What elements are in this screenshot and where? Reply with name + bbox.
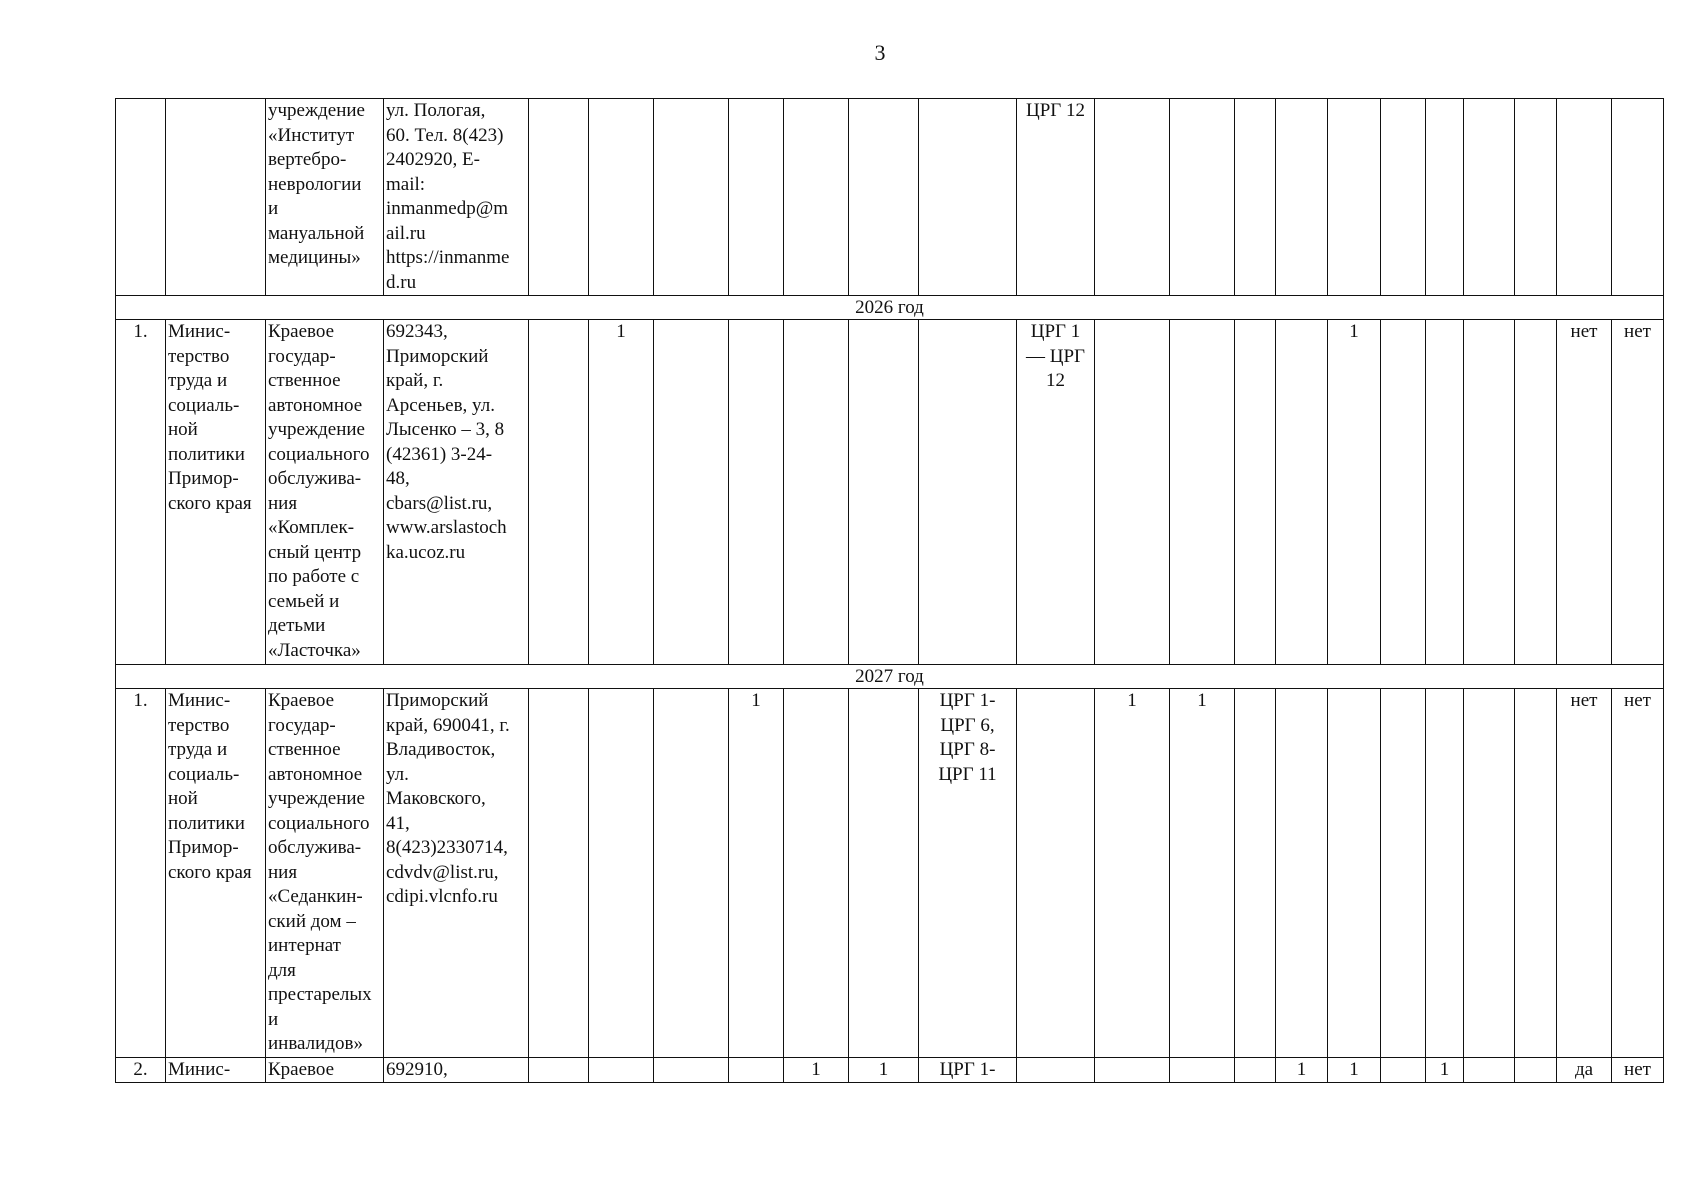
value-cell bbox=[784, 320, 849, 665]
year-heading: 2027 год bbox=[116, 665, 1664, 689]
value-cell: ЦРГ 1- bbox=[919, 1057, 1017, 1083]
value-cell: 1 bbox=[1328, 1057, 1381, 1083]
row-number-cell: 2. bbox=[116, 1057, 166, 1083]
value-cell bbox=[654, 689, 729, 1058]
value-cell bbox=[1426, 320, 1464, 665]
value-cell bbox=[1017, 689, 1095, 1058]
year-heading: 2026 год bbox=[116, 296, 1664, 320]
value-cell: нет bbox=[1612, 1057, 1664, 1083]
value-cell bbox=[1276, 99, 1328, 296]
value-cell bbox=[849, 689, 919, 1058]
value-cell: нет bbox=[1557, 320, 1612, 665]
address-cell: ул. Пологая, 60. Тел. 8(423) 2402920, E- mail: inmanmedp@m ail.ru https://inmanme d.ru bbox=[384, 99, 529, 296]
value-cell bbox=[1095, 320, 1170, 665]
value-cell: 1 bbox=[1276, 1057, 1328, 1083]
value-cell: нет bbox=[1557, 689, 1612, 1058]
table-row bbox=[116, 689, 1664, 1058]
value-cell bbox=[1235, 1057, 1276, 1083]
address-cell: Приморский край, 690041, г. Владивосток, ул. Маковского, 41, 8(423)2330714, cdvdv@list.ru, cdipi.vlcnfo.ru bbox=[384, 689, 529, 1058]
row-number-cell: 1. bbox=[116, 689, 166, 1058]
value-cell bbox=[1464, 1057, 1515, 1083]
data-table bbox=[115, 98, 1664, 1083]
value-cell bbox=[1612, 99, 1664, 296]
ministry-cell bbox=[166, 99, 266, 296]
year-section-row bbox=[116, 296, 1664, 320]
value-cell bbox=[1017, 1057, 1095, 1083]
value-cell bbox=[1381, 320, 1426, 665]
value-cell bbox=[1328, 99, 1381, 296]
value-cell bbox=[1515, 99, 1557, 296]
value-cell bbox=[529, 320, 589, 665]
ministry-cell: Минис- bbox=[166, 1057, 266, 1083]
value-cell bbox=[1426, 689, 1464, 1058]
value-cell bbox=[1426, 99, 1464, 296]
value-cell: ЦРГ 12 bbox=[1017, 99, 1095, 296]
value-cell: нет bbox=[1612, 689, 1664, 1058]
value-cell: 1 bbox=[1328, 320, 1381, 665]
value-cell bbox=[1276, 320, 1328, 665]
value-cell: да bbox=[1557, 1057, 1612, 1083]
organization-name-cell: Краевое государ- ственное автономное учреждение социального обслужива- ния «Седанкин- ский дом – интернат для престарелых и инвалидов» bbox=[266, 689, 384, 1058]
organization-name-cell: Краевое государ- ственное автономное учреждение социального обслужива- ния «Комплек- сный центр по работе с семьей и детьми «Ласточка» bbox=[266, 320, 384, 665]
value-cell bbox=[1235, 689, 1276, 1058]
year-section-row bbox=[116, 665, 1664, 689]
organization-name-cell: учреждение «Институт вертебро- неврологии и мануальной медицины» bbox=[266, 99, 384, 296]
value-cell bbox=[784, 99, 849, 296]
value-cell bbox=[1557, 99, 1612, 296]
value-cell: 1 bbox=[589, 320, 654, 665]
value-cell bbox=[849, 99, 919, 296]
value-cell bbox=[589, 689, 654, 1058]
value-cell: ЦРГ 1 — ЦРГ 12 bbox=[1017, 320, 1095, 665]
value-cell bbox=[1515, 320, 1557, 665]
value-cell bbox=[654, 320, 729, 665]
value-cell bbox=[654, 99, 729, 296]
value-cell bbox=[919, 320, 1017, 665]
ministry-cell: Минис- терство труда и социаль- ной политики Примор- ского края bbox=[166, 689, 266, 1058]
value-cell: нет bbox=[1612, 320, 1664, 665]
value-cell bbox=[654, 1057, 729, 1083]
value-cell bbox=[1381, 1057, 1426, 1083]
ministry-cell: Минис- терство труда и социаль- ной политики Примор- ского края bbox=[166, 320, 266, 665]
value-cell bbox=[1515, 689, 1557, 1058]
value-cell bbox=[1170, 320, 1235, 665]
value-cell: 1 bbox=[849, 1057, 919, 1083]
value-cell bbox=[1328, 689, 1381, 1058]
value-cell bbox=[1170, 99, 1235, 296]
value-cell bbox=[1235, 320, 1276, 665]
value-cell bbox=[529, 689, 589, 1058]
value-cell: ЦРГ 1- ЦРГ 6, ЦРГ 8- ЦРГ 11 bbox=[919, 689, 1017, 1058]
table-row bbox=[116, 1057, 1664, 1083]
value-cell bbox=[589, 99, 654, 296]
value-cell bbox=[729, 99, 784, 296]
value-cell bbox=[1381, 99, 1426, 296]
row-number-cell bbox=[116, 99, 166, 296]
value-cell bbox=[589, 1057, 654, 1083]
value-cell bbox=[1276, 689, 1328, 1058]
value-cell bbox=[1381, 689, 1426, 1058]
value-cell bbox=[529, 1057, 589, 1083]
address-cell: 692910, bbox=[384, 1057, 529, 1083]
page-number: 3 bbox=[874, 40, 886, 65]
value-cell bbox=[1464, 99, 1515, 296]
value-cell: 1 bbox=[729, 689, 784, 1058]
value-cell bbox=[529, 99, 589, 296]
value-cell bbox=[1515, 1057, 1557, 1083]
value-cell bbox=[784, 689, 849, 1058]
organization-name-cell: Краевое bbox=[266, 1057, 384, 1083]
value-cell bbox=[1170, 1057, 1235, 1083]
value-cell: 1 bbox=[1426, 1057, 1464, 1083]
value-cell: 1 bbox=[784, 1057, 849, 1083]
value-cell bbox=[849, 320, 919, 665]
table-row bbox=[116, 99, 1664, 296]
value-cell: 1 bbox=[1095, 689, 1170, 1058]
value-cell bbox=[1095, 99, 1170, 296]
value-cell bbox=[1464, 689, 1515, 1058]
row-number-cell: 1. bbox=[116, 320, 166, 665]
value-cell bbox=[1235, 99, 1276, 296]
value-cell: 1 bbox=[1170, 689, 1235, 1058]
value-cell bbox=[1095, 1057, 1170, 1083]
value-cell bbox=[729, 320, 784, 665]
value-cell bbox=[1464, 320, 1515, 665]
value-cell bbox=[729, 1057, 784, 1083]
address-cell: 692343, Приморский край, г. Арсеньев, ул. Лысенко – 3, 8 (42361) 3-24- 48, cbars@list.ru, www.arslastoch ka.ucoz.ru bbox=[384, 320, 529, 665]
value-cell bbox=[919, 99, 1017, 296]
table-row bbox=[116, 320, 1664, 665]
